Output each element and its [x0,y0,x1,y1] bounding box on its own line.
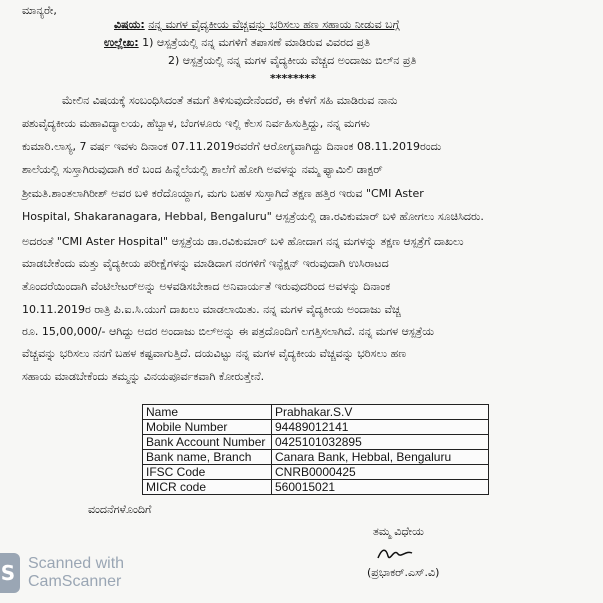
details-value: 0425101032895 [272,435,489,450]
details-label: IFSC Code [143,465,272,480]
table-row [143,465,489,480]
table-row [143,480,489,495]
details-value: 94489012141 [272,420,489,435]
details-label: Bank name, Branch [143,450,272,465]
closing-greeting: ವಂದನೆಗಳೊಂದಿಗೆ [88,503,152,516]
separator: ******** [270,72,317,85]
table-row [143,405,489,420]
reference-1-text: 1) ಆಸ್ಪತ್ರೆಯಲ್ಲಿ ನನ್ನ ಮಗಳಿಗೆ ತಪಾಸಣೆ ಮಾಡಿರುವ ವಿವರದ ಪ್ರತಿ [142,36,370,49]
details-value: 560015021 [272,480,489,495]
body-line: ವೆಚ್ಚವನ್ನು ಭರಿಸಲು ನನಗೆ ಬಹಳ ಕಷ್ಟವಾಗುತ್ತಿದೆ. ದಯವಿಟ್ಟು ನನ್ನ ಮಗಳ ವೈದ್ಯಕೀಯ ವೆಚ್ಚವನ್ನು ಭರಿಸಲು ಹಣ [22,347,407,360]
yours-faithfully: ತಮ್ಮ ವಿಧೇಯ [373,525,424,538]
subject-text: ನನ್ನ ಮಗಳ ವೈದ್ಯಕೀಯ ವೆಚ್ಚವನ್ನು ಭರಿಸಲು ಹಣ ಸಹಾಯ ನೀಡುವ ಬಗ್ಗೆ [148,18,400,31]
camscanner-logo: S [0,553,20,593]
salutation: ಮಾನ್ಯರೇ, [22,4,57,17]
body-line: 10.11.2019ರ ರಾತ್ರಿ ಪಿ.ಐ.ಸಿ.ಯುಗೆ ದಾಖಲು ಮಾಡಲಾಯಿತು. ನನ್ನ ಮಗಳ ವೈದ್ಯಕೀಯ ಅಂದಾಜು ವೆಚ್ಚ [22,303,401,316]
reference-line-1 [104,36,370,49]
signature-image [376,546,416,562]
details-value: Prabhakar.S.V [272,405,489,420]
details-label: Name [143,405,272,420]
subject-line [114,18,400,31]
signatory-name: (ಪ್ರಭಾಕರ್.ಎಸ್.ವಿ) [367,566,440,579]
camscanner-text [28,555,124,591]
body-line: ಸಹಾಯ ಮಾಡಬೇಕೆಂದು ತಮ್ಮನ್ನು ವಿನಯಪೂರ್ವಕವಾಗಿ ಕೋರುತ್ತೇನೆ. [22,370,265,383]
details-label: Bank Account Number [143,435,272,450]
body-line: ಅದರಂತೆ "CMI Aster Hospital" ಆಸ್ಪತ್ರೆಯ ಡಾ.ರವಿಕುಮಾರ್ ಬಳಿ ಹೋದಾಗ ನನ್ನ ಮಗಳನ್ನು ತಕ್ಷಣ ಆಸ್ಪತ್ರೆಗೆ ದಾಖಲು [22,235,464,248]
body-line: ಕುಮಾರಿ.ಲಾಸ್ಯ, 7 ವರ್ಷ ಇವಳು ದಿನಾಂಕ 07.11.2019ರವರೆಗೆ ಆರೋಗ್ಯವಾಗಿದ್ದು ದಿನಾಂಕ 08.11.2019ರಂದು [22,140,442,153]
details-label: Mobile Number [143,420,272,435]
scanner-line-1: Scanned with [28,555,125,572]
table-row [143,450,489,465]
subject-label: ವಿಷಯ: [114,18,145,31]
table-row [143,435,489,450]
body-line: Hospital, Shakaranagara, Hebbal, Bengaluru" ಆಸ್ಪತ್ರೆಯಲ್ಲಿ ಡಾ.ರವಿಕುಮಾರ್ ಬಳಿ ಹೋಗಲು ಸೂಚಿಸಿದರು. [22,210,484,223]
body-line: ಪಶುವೈದ್ಯಕೀಯ ಮಹಾವಿದ್ಯಾಲಯ, ಹೆಬ್ಬಾಳ, ಬೆಂಗಳೂರು ಇಲ್ಲಿ ಕೆಲಸ ನಿರ್ವಹಿಸುತ್ತಿದ್ದು, ನನ್ನ ಮಗಳು [22,117,370,130]
body-line: ರೂ. 15,00,000/- ಆಗಿದ್ದು ಅದರ ಅಂದಾಜು ಬಿಲ್‌ಅನ್ನು ಈ ಪತ್ರದೊಂದಿಗೆ ಲಗತ್ತಿಸಲಾಗಿದೆ. ನನ್ನ ಮಗಳ ಆಸ್ಪತ್ರೆಯ [22,325,435,338]
body-line: ಶಾಲೆಯಲ್ಲಿ ಸುಸ್ತಾಗಿರುವುದಾಗಿ ಕರೆ ಬಂದ ಹಿನ್ನೆಲೆಯಲ್ಲಿ ಶಾಲೆಗೆ ಹೋಗಿ ಅವಳನ್ನು ನಮ್ಮ ಫ್ಯಾಮಿಲಿ ಡಾಕ್ಟರ್ [22,163,383,176]
details-value: Canara Bank, Hebbal, Bengaluru [272,450,489,465]
scanner-line-2: CamScanner [28,573,122,590]
reference-label: ಉಲ್ಲೇಖ: [104,36,139,49]
body-line: ತೊಂದರೆಯಿಂದಾಗಿ ವೆಂಟಿಲೇಟರ್‌ಅನ್ನು ಅಳವಡಿಸಬೇಕಾದ ಅನಿವಾರ್ಯತೆ ಇರುವುದರಿಂದ ಅವಳನ್ನು ದಿನಾಂಕ [22,280,391,293]
table-row [143,420,489,435]
details-value: CNRB0000425 [272,465,489,480]
body-line: ಮೇಲಿನ ವಿಷಯಕ್ಕೆ ಸಂಬಂಧಿಸಿದಂತೆ ತಮಗೆ ತಿಳಿಸುವುದೇನೆಂದರೆ, ಈ ಕೆಳಗೆ ಸಹಿ ಮಾಡಿರುವ ನಾನು [62,94,398,107]
body-line: ಶ್ರೀಮತಿ.ಶಾಂತಲಾಗಿರೀಶ್ ಅವರ ಬಳಿ ಕರೆದೊಯ್ದಾಗ, ಮಗು ಬಹಳ ಸುಸ್ತಾಗಿದೆ ತಕ್ಷಣ ಹತ್ತಿರ ಇರುವ "CMI Aster [22,187,424,200]
bank-details-table [142,404,489,495]
reference-line-2: 2) ಆಸ್ಪತ್ರೆಯಲ್ಲಿ ನನ್ನ ಮಗಳ ವೈದ್ಯಕೀಯ ವೆಚ್ಚದ ಅಂದಾಜು ಬಿಲ್‌ನ ಪ್ರತಿ [168,54,417,67]
details-label: MICR code [143,480,272,495]
body-line: ಮಾಡಬೇಕೆಂದು ಮತ್ತು ವೈದ್ಯಕೀಯ ಪರೀಕ್ಷೆಗಳನ್ನು ಮಾಡಿದಾಗ ನರಗಳಿಗೆ ಇನ್ಫೆಕ್ಷನ್ ಇರುವುದಾಗಿ ಉಸಿರಾಟದ [22,257,389,270]
